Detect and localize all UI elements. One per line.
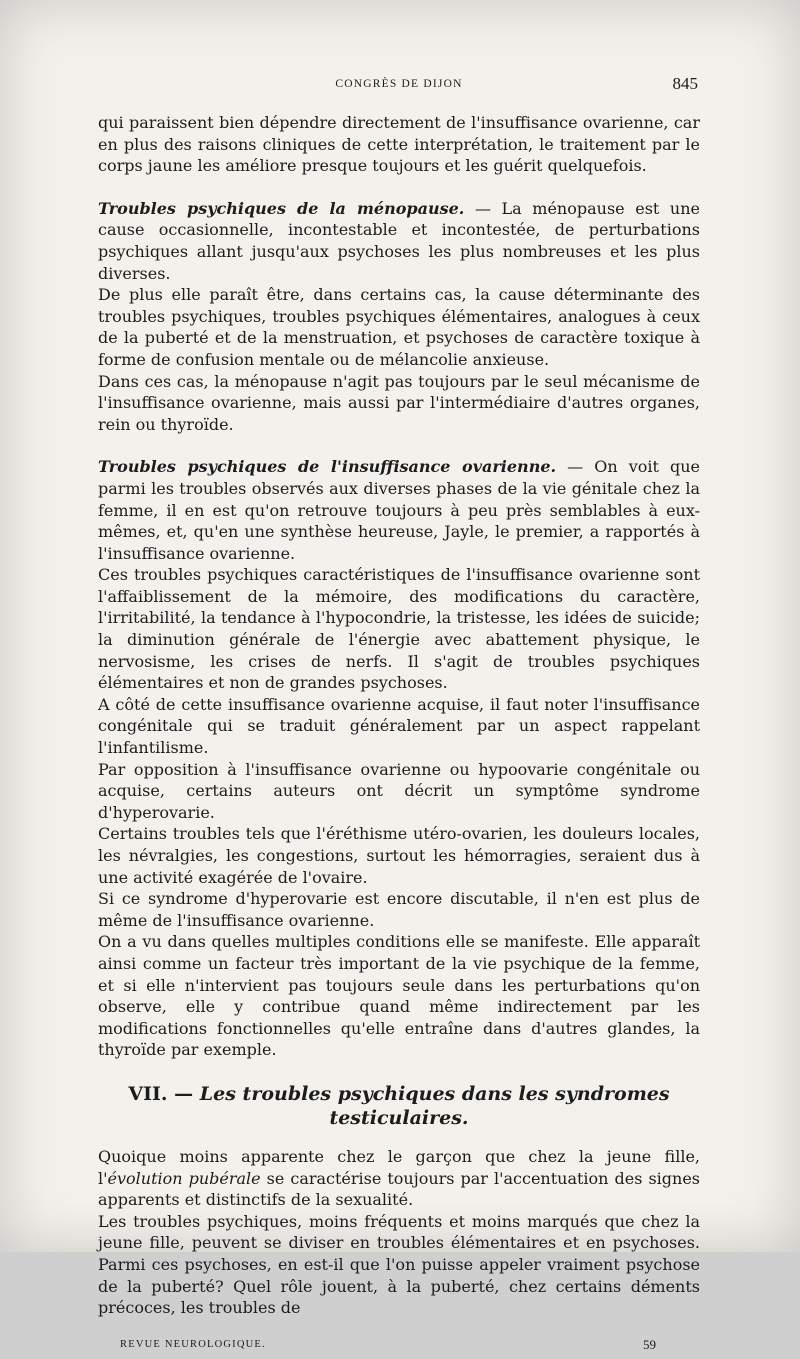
paragraph: qui paraissent bien dépendre directement de l'insuffisance ovarienne, car en plus des raisons cliniques de cette interprétation, le traitement par le corps jaune les améliore presque toujours et les guérit quelquefois. — [98, 113, 700, 176]
page-number: 845 — [672, 74, 698, 93]
section-heading-vii — [98, 1082, 700, 1130]
section-lead-insuffisance: — On voit que parmi les troubles observés aux diverses phases de la vie génitale chez la femme, il en est qu'on retrouve toujours à peu près semblables à eux-mêmes, et, qu'en une synthèse heureuse, Jayle, le premier, a rapportés à l'insuffisance ovarienne. — [98, 457, 701, 563]
journal-name: REVUE NEUROLOGIQUE. — [120, 1338, 266, 1350]
section-heading-title: Les troubles psychiques dans les syndromes testiculaires. — [199, 1082, 670, 1129]
paragraph: On a vu dans quelles multiples conditions elle se manifeste. Elle apparaît ainsi comme un facteur très important de la vie psychique de la femme, et si elle n'intervient pas toujours seule dans les perturbations qu'on observe, elle y contribue quand même indirectement par les modifications fonctionnelles qu'elle entraîne dans d'autres glandes, la thyroïde par exemple. — [98, 932, 700, 1060]
paragraph: Par opposition à l'insuffisance ovarienne ou hypoovarie congénitale ou acquise, certains auteurs ont décrit un symptôme syndrome d'hyperovarie. — [98, 759, 700, 822]
running-head — [98, 72, 700, 100]
section-title-menopause: Troubles psychiques de la ménopause. — [98, 198, 465, 218]
emphasis-evolution-puberale: évolution pubérale — [107, 1168, 261, 1188]
paragraph: Les troubles psychiques, moins fréquents et moins marqués que chez la jeune fille, peuvent se diviser en troubles élémentaires et en psychoses. Parmi ces psychoses, en est-il que l'on puisse appeler vraiment psychose de la puberté? Quel rôle jouent, à la puberté, chez certains déments précoces, les troubles de — [98, 1211, 700, 1318]
section-lead-menopause: — La ménopause est une cause occasionnelle, incontestable et incontestée, de perturbations psychiques allant jusqu'aux psychoses les plus nombreuses et les plus diverses. — [98, 198, 701, 283]
page-footer — [98, 1331, 700, 1359]
paragraph: De plus elle paraît être, dans certains cas, la cause déterminante des troubles psychiques, troubles psychiques élémentaires, analogues à ceux de la puberté et de la menstruation, et psychoses de caractère toxique à forme de confusion mentale ou de mélancolie anxieuse. — [98, 285, 700, 369]
paragraph-text: Quoique moins apparente chez le garçon que chez la jeune fille, l' — [98, 1146, 700, 1188]
paragraph-insuffisance-lead — [98, 456, 700, 564]
section-numeral: VII. — [128, 1082, 168, 1105]
running-title: CONGRÈS DE DIJON — [335, 78, 463, 90]
paragraph: Certains troubles tels que l'éréthisme utéro-ovarien, les douleurs locales, les névralgies, les congestions, surtout les hémorragies, seraient dus à une activité exagérée de l'ovaire. — [98, 824, 700, 887]
paragraph-menopause-lead — [98, 198, 700, 284]
paragraph-text: se caractérise toujours par l'accentuation des signes apparents et distinctifs de la sexualité. — [98, 1168, 700, 1210]
paragraph: Dans ces cas, la ménopause n'agit pas toujours par le seul mécanisme de l'insuffisance ovarienne, mais aussi par l'intermédiaire d'autres organes, rein ou thyroïde. — [98, 371, 700, 434]
paragraph: A côté de cette insuffisance ovarienne acquise, il faut noter l'insuffisance congénitale qui se traduit généralement par un aspect rappelant l'infantilisme. — [98, 694, 700, 758]
text-column — [98, 72, 700, 1359]
section-title-insuffisance: Troubles psychiques de l'insuffisance ovarienne. — [98, 457, 557, 477]
section-dash: — — [167, 1082, 200, 1105]
signature-mark: 59 — [643, 1336, 656, 1352]
paragraph-puberte — [98, 1146, 700, 1211]
paragraph: Si ce syndrome d'hyperovarie est encore discutable, il n'en est plus de même de l'insuffisance ovarienne. — [98, 889, 700, 930]
paragraph: Ces troubles psychiques caractéristiques de l'insuffisance ovarienne sont l'affaiblissement de la mémoire, des modifications du caractère, l'irritabilité, la tendance à l'hypocondrie, la tristesse, les idées de suicide; la diminution générale de l'énergie avec abattement physique, le nervosisme, les crises de nerfs. Il s'agit de troubles psychiques élémentaires et non de grandes psychoses. — [98, 565, 700, 693]
